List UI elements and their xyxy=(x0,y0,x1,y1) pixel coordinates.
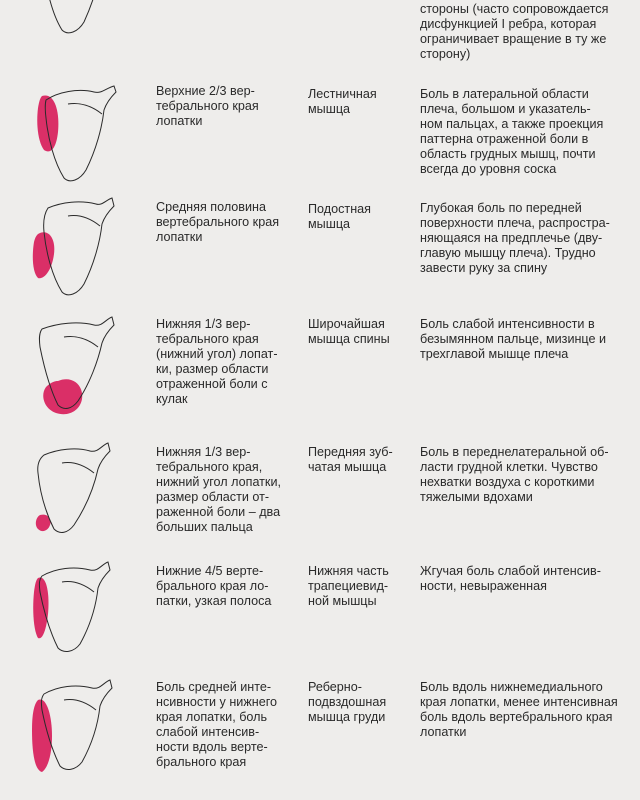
referral-zone xyxy=(37,95,58,151)
area-cell xyxy=(156,564,296,609)
text-line: Нижняя 1/3 вер- xyxy=(156,317,251,331)
text-line: Передняя зуб- xyxy=(308,445,393,459)
muscle-cell xyxy=(308,0,403,2)
text-line: ности, невыраженная xyxy=(420,579,547,593)
text-line: плеча, большом и указатель- xyxy=(420,102,591,116)
text-line: тебрального края xyxy=(156,99,259,113)
scapula-outline-icon xyxy=(41,680,112,769)
text-line: Глубокая боль по передней xyxy=(420,201,582,215)
area-cell xyxy=(156,84,296,129)
muscle-cell xyxy=(308,202,403,232)
muscle-cell xyxy=(308,317,403,347)
area-cell xyxy=(156,680,296,770)
text-line: безымянном пальце, мизинце и xyxy=(420,332,607,346)
text-line: Нижние 4/5 верте- xyxy=(156,564,264,578)
text-line: Реберно- xyxy=(308,680,362,694)
text-line: нижний угол лопатки, xyxy=(156,475,281,489)
text-line xyxy=(308,0,403,2)
text-line: ласти грудной клетки. Чувство xyxy=(420,460,598,474)
area-cell xyxy=(156,317,296,407)
text-line: Боль слабой интенсивности в xyxy=(420,317,595,331)
muscle-cell xyxy=(308,87,403,117)
text-line: слабой интенсив- xyxy=(156,725,260,739)
muscle-cell xyxy=(308,445,403,475)
text-line: Нижняя часть xyxy=(308,564,389,578)
scapula-figure xyxy=(28,680,128,790)
scapula-outline-icon xyxy=(44,198,114,295)
text-line: Боль в латеральной области xyxy=(420,87,589,101)
text-line: трехглавой мышце плеча xyxy=(420,347,569,361)
text-line: няющаяся на предплечье (дву- xyxy=(420,231,603,245)
text-line: мышца спины xyxy=(308,332,390,346)
pain-cell xyxy=(420,680,630,740)
scapula-figure xyxy=(28,443,128,553)
pain-cell xyxy=(420,87,630,177)
text-line: боль вдоль вертебрального края xyxy=(420,710,613,724)
scapula-figure xyxy=(28,84,128,194)
text-line: брального края xyxy=(156,755,247,769)
text-line: лопатки xyxy=(156,230,203,244)
pain-cell xyxy=(420,564,630,594)
text-line: лопатки xyxy=(420,725,467,739)
text-line: Боль в переднелатеральной об- xyxy=(420,445,609,459)
text-line: размер области от- xyxy=(156,490,270,504)
text-line: паттерна отраженной боли в xyxy=(420,132,589,146)
text-line: тебрального края, xyxy=(156,460,263,474)
text-line: мышца xyxy=(308,102,351,116)
text-line: тяжелыми вдохами xyxy=(420,490,533,504)
text-line: Лестничная xyxy=(308,87,377,101)
pain-cell xyxy=(420,201,630,276)
text-line: трапециевид- xyxy=(308,579,389,593)
scapula-figure xyxy=(28,0,128,40)
text-line: ном пальцах, а также проекция xyxy=(420,117,604,131)
text-line: сторону) xyxy=(420,47,471,61)
text-line: чатая мышца xyxy=(308,460,387,474)
scapula-outline-icon xyxy=(28,0,128,40)
referral-zone xyxy=(33,577,48,638)
scapula-figure xyxy=(28,198,128,308)
text-line: нсивности у нижнего xyxy=(156,695,278,709)
text-line: тебрального края xyxy=(156,332,259,346)
text-line: мышца груди xyxy=(308,710,386,724)
text-line: брального края ло- xyxy=(156,579,269,593)
text-line: поверхности плеча, распростра- xyxy=(420,216,610,230)
text-line: ки, размер области xyxy=(156,362,269,376)
area-cell xyxy=(156,445,296,535)
text-line: ной мышцы xyxy=(308,594,377,608)
text-line: Подостная xyxy=(308,202,371,216)
text-line: патки, узкая полоса xyxy=(156,594,272,608)
text-line: края лопатки, менее интенсивная xyxy=(420,695,618,709)
text-line: мышца xyxy=(308,217,351,231)
text-line: область грудных мышц, почти xyxy=(420,147,596,161)
text-line: Жгучая боль слабой интенсив- xyxy=(420,564,601,578)
referral-zone xyxy=(43,379,82,414)
pain-cell xyxy=(420,2,630,62)
text-line: Боль вдоль нижнемедиального xyxy=(420,680,603,694)
text-line: ности вдоль верте- xyxy=(156,740,268,754)
scapula-figure xyxy=(28,315,128,425)
text-line: кулак xyxy=(156,392,188,406)
text-line: стороны (часто сопровождается xyxy=(420,2,609,16)
text-line: завести руку за спину xyxy=(420,261,548,275)
text-line: больших пальца xyxy=(156,520,253,534)
text-line: края лопатки, боль xyxy=(156,710,268,724)
muscle-cell xyxy=(308,680,403,725)
pain-cell xyxy=(420,317,630,362)
text-line: (нижний угол) лопат- xyxy=(156,347,278,361)
text-line: Средняя половина xyxy=(156,200,266,214)
text-line: ограничивает вращение в ту же xyxy=(420,32,607,46)
scapula-figure xyxy=(28,562,128,672)
text-line: вертебрального края xyxy=(156,215,280,229)
text-line: Верхние 2/3 вер- xyxy=(156,84,255,98)
text-line: главую мышцу плеча). Трудно xyxy=(420,246,596,260)
referral-zone xyxy=(33,232,55,278)
muscle-cell xyxy=(308,564,403,609)
text-line: Нижняя 1/3 вер- xyxy=(156,445,251,459)
text-line: раженной боли – два xyxy=(156,505,281,519)
pain-cell xyxy=(420,445,630,505)
text-line: отраженной боли с xyxy=(156,377,268,391)
text-line: нехватки воздуха с короткими xyxy=(420,475,595,489)
text-line: подвздошная xyxy=(308,695,387,709)
text-line: лопатки xyxy=(156,114,203,128)
area-cell xyxy=(156,200,296,245)
text-line: Широчайшая xyxy=(308,317,385,331)
text-line: дисфункцией I ребра, которая xyxy=(420,17,597,31)
text-line: всегда до уровня соска xyxy=(420,162,557,176)
scapula-outline-icon xyxy=(39,562,110,651)
text-line: Боль средней инте- xyxy=(156,680,272,694)
